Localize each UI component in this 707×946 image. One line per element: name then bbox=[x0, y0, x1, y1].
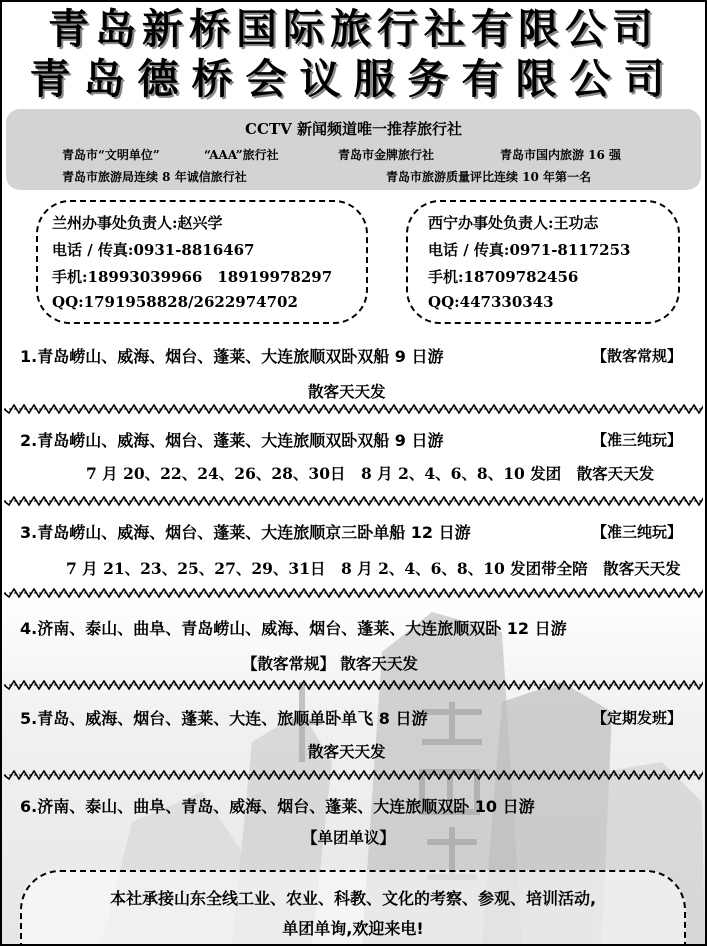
honor-gold-agency: 青岛市金牌旅行社 bbox=[338, 148, 435, 162]
company-name-secondary: 青岛德桥会议服务有限公司 bbox=[29, 55, 678, 103]
footer-line-2: 单团单询,欢迎来电! bbox=[282, 919, 424, 938]
honor-top-16: 青岛市国内旅游 16 强 bbox=[500, 148, 622, 162]
route-3-detail: 7 月 21、23、25、27、29、31日 8 月 2、4、6、8、10 发团带全陪 散客天天发 bbox=[66, 559, 681, 578]
xining-mobile: 手机:18709782456 bbox=[428, 268, 579, 286]
route-6-title: 6.济南、泰山、曲阜、青岛、威海、烟台、蓬莱、大连旅顺双卧 10 日游 bbox=[20, 797, 535, 816]
header bbox=[2, 4, 705, 104]
xining-office-box bbox=[406, 200, 680, 324]
route-4-title: 4.济南、泰山、曲阜、青岛崂山、威海、烟台、蓬莱、大连旅顺双卧 12 日游 bbox=[20, 619, 567, 638]
route-5-tag: 【定期发班】 bbox=[592, 709, 683, 727]
route-6-detail: 【单团单议】 bbox=[302, 828, 396, 847]
lanzhou-qq: QQ:1791958828/2622974702 bbox=[52, 293, 298, 311]
route-3-title: 3.青岛崂山、威海、烟台、蓬莱、大连旅顺京三卧单船 12 日游 bbox=[20, 523, 471, 542]
lanzhou-mobile: 手机:18993039966 18919978297 bbox=[52, 268, 333, 286]
route-2-title: 2.青岛崂山、威海、烟台、蓬莱、大连旅顺双卧双船 9 日游 bbox=[20, 431, 444, 450]
xining-qq: QQ:447330343 bbox=[428, 293, 554, 311]
footer-notice bbox=[20, 870, 686, 946]
divider-3 bbox=[4, 588, 703, 598]
lanzhou-office-box bbox=[36, 200, 368, 324]
route-3-tag: 【准三纯玩】 bbox=[592, 523, 683, 541]
lanzhou-contact-head: 兰州办事处负责人:赵兴学 bbox=[52, 214, 223, 232]
divider-5 bbox=[4, 770, 703, 780]
route-1-title: 1.青岛崂山、威海、烟台、蓬莱、大连旅顺双卧双船 9 日游 bbox=[20, 347, 444, 366]
company-name-primary: 青岛新桥国际旅行社有限公司 bbox=[48, 5, 659, 53]
honor-aaa-agency: “AAA”旅行社 bbox=[204, 148, 279, 162]
cctv-headline: CCTV 新闻频道唯一推荐旅行社 bbox=[245, 120, 462, 138]
xining-phone: 电话 / 传真:0971-8117253 bbox=[428, 241, 631, 259]
xining-contact-head: 西宁办事处负责人:王功志 bbox=[428, 214, 599, 232]
route-2-tag: 【准三纯玩】 bbox=[592, 431, 683, 449]
honor-quality-first: 青岛市旅游质量评比连续 10 年第一名 bbox=[386, 170, 592, 184]
divider-4 bbox=[4, 680, 703, 690]
route-5-title: 5.青岛、威海、烟台、蓬莱、大连、旅顺单卧单飞 8 日游 bbox=[20, 709, 428, 728]
route-5-detail: 散客天天发 bbox=[308, 742, 386, 761]
honors-banner bbox=[6, 109, 701, 190]
route-4-detail: 【散客常规】 散客天天发 bbox=[242, 654, 418, 673]
route-1-tag: 【散客常规】 bbox=[592, 347, 683, 365]
honor-civilized-unit: 青岛市“文明单位” bbox=[62, 148, 160, 162]
footer-line-1: 本社承接山东全线工业、农业、科教、文化的考察、参观、培训活动, bbox=[109, 889, 597, 908]
route-2-detail: 7 月 20、22、24、26、28、30日 8 月 2、4、6、8、10 发团 散客天天发 bbox=[86, 464, 655, 483]
lanzhou-phone: 电话 / 传真:0931-8816467 bbox=[52, 241, 255, 259]
route-1-detail: 散客天天发 bbox=[308, 382, 386, 401]
honor-integrity: 青岛市旅游局连续 8 年诚信旅行社 bbox=[62, 170, 247, 184]
divider-1 bbox=[4, 404, 703, 414]
divider-2 bbox=[4, 496, 703, 506]
